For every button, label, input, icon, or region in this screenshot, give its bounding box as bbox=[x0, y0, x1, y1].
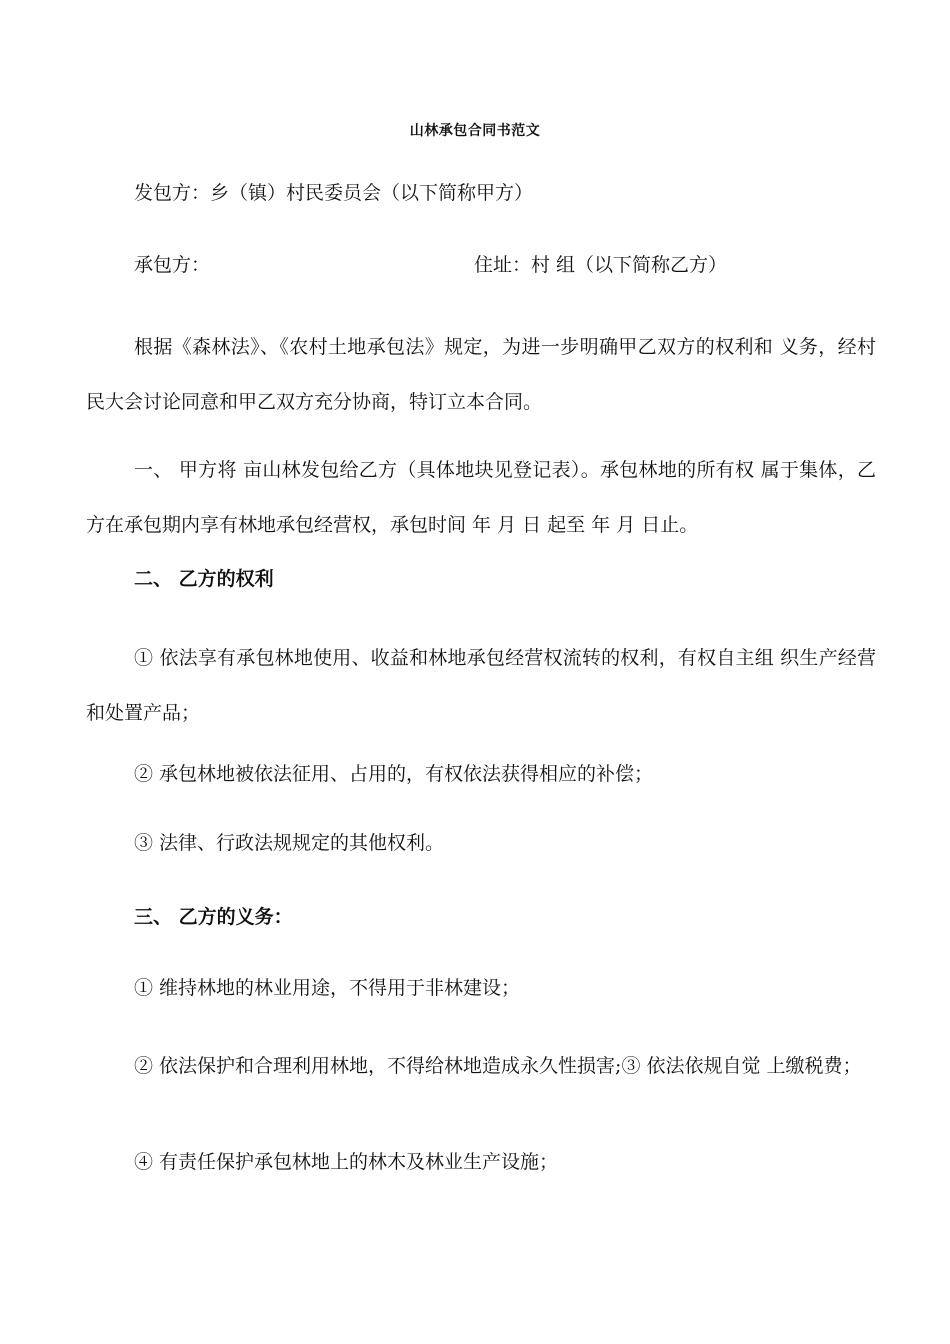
document-title: 山林承包合同书范文 bbox=[409, 123, 541, 139]
section-3-heading: 三、 乙方的义务： bbox=[134, 906, 293, 928]
party-b-label: 承包方： bbox=[134, 254, 211, 276]
party-b-address: 住址：村 组（以下简称乙方） bbox=[474, 254, 728, 276]
duty-item-1: ① 维持林地的林业用途，不得用于非林建设； bbox=[134, 977, 521, 999]
party-a-line: 发包方：乡（镇）村民委员会（以下简称甲方） bbox=[134, 182, 534, 204]
duty-item-4: ④ 有责任保护承包林地上的林木及林业生产设施； bbox=[134, 1151, 559, 1173]
right-item-2: ② 承包林地被依法征用、占用的，有权依法获得相应的补偿； bbox=[134, 763, 654, 785]
section-2-heading: 二、 乙方的权利 bbox=[134, 568, 274, 590]
right-item-3: ③ 法律、行政法规规定的其他权利。 bbox=[134, 832, 445, 854]
duty-item-2: ② 依法保护和合理利用林地，不得给林地造成永久性损害;③ 依法依规自觉 上缴税费； bbox=[134, 1055, 862, 1077]
right-item-1: ① 依法享有承包林地使用、收益和林地承包经营权流转的权利，有权自主组 织生产经营和处置产品； bbox=[86, 647, 876, 724]
intro-paragraph: 根据《森林法》、《农村土地承包法》规定，为进一步明确甲乙双方的权利和 义务，经村民大会讨论同意和甲乙双方充分协商，特订立本合同。 bbox=[86, 336, 876, 413]
clause-1-paragraph: 一、 甲方将 亩山林发包给乙方（具体地块见登记表）。承包林地的所有权 属于集体，乙方在承包期内享有林地承包经营权，承包时间 年 月 日 起至 年 月 日止。 bbox=[86, 459, 876, 536]
party-b-line bbox=[86, 256, 924, 275]
